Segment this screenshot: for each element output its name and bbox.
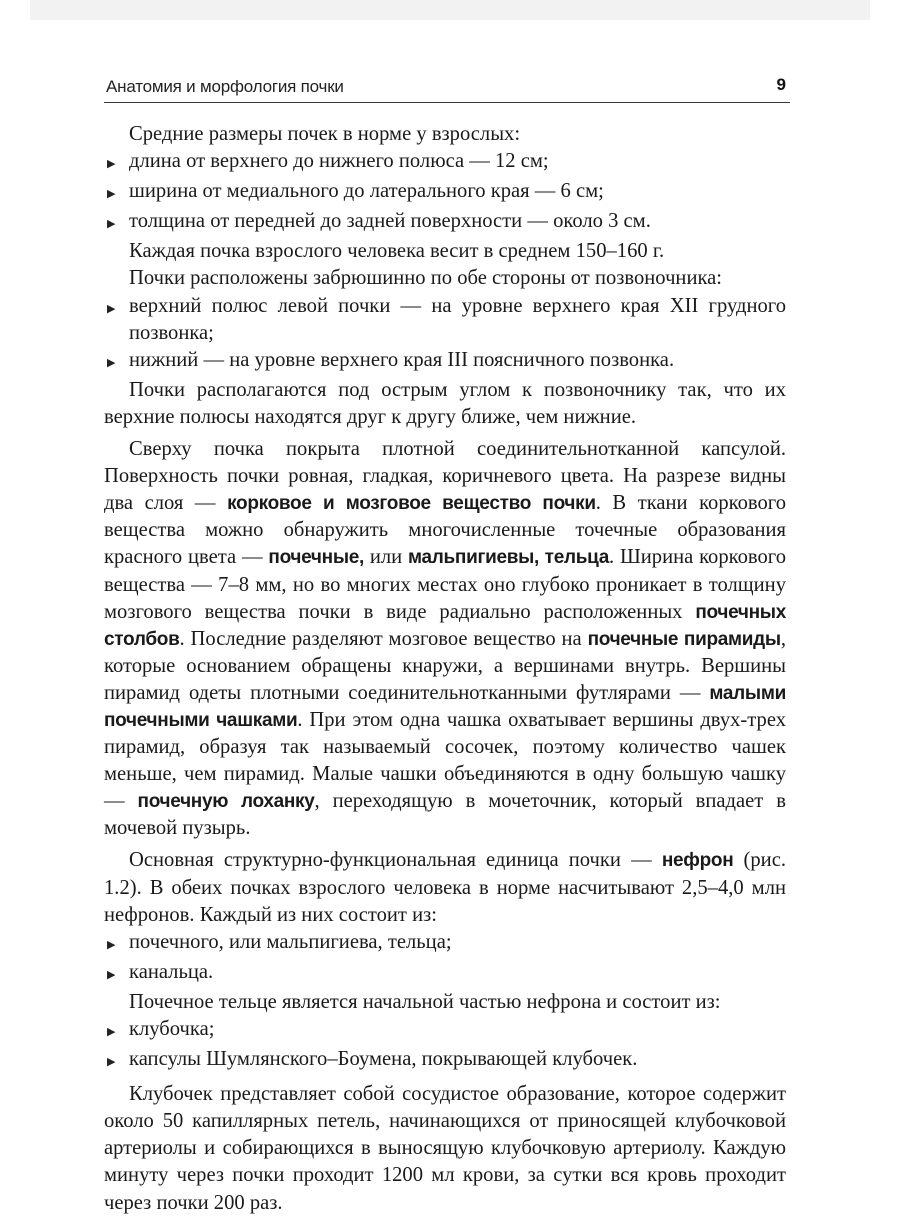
bullet-icon: ▶: [107, 302, 116, 315]
bullet-icon: ▶: [107, 938, 116, 951]
list-item: ▶ капсулы Шумлянского–Боумена, покрывающей клубочек.: [104, 1046, 786, 1076]
term-malpighian-corpuscles: мальпигиевы, тельца: [408, 547, 609, 569]
page-body: [104, 121, 786, 1217]
sizes-intro: Средние размеры почек в норме у взрослых:: [129, 123, 521, 145]
term-renal-pelvis: почечную лоханку: [137, 791, 315, 813]
list-item: ▶ ширина от медиального до латерального края — 6 см;: [104, 178, 786, 208]
top-edge-strip: [30, 0, 870, 20]
list-item: ▶ клубочка;: [104, 1016, 786, 1046]
bullet-icon: ▶: [107, 158, 116, 171]
angle-paragraph: Почки располагаются под острым углом к позвоночнику так, что их верхние полюсы находятся друг к другу ближе, чем нижние.: [104, 378, 786, 428]
corpuscle-intro: Почечное тельце является начальной частью нефрона и состоит из:: [129, 990, 721, 1013]
term-cortex-medulla: корковое и мозговое вещество почки: [227, 493, 596, 515]
list-item: ▶ верхний полюс левой почки — на уровне верхнего края XII грудного позвонка;: [104, 293, 786, 347]
list-item: ▶ толщина от передней до задней поверхности — около 3 см.: [104, 208, 786, 238]
location-intro: Почки расположены забрюшинно по обе стороны от позвоночника:: [129, 267, 723, 290]
glomerulus-paragraph: Клубочек представляет собой сосудистое образование, которое содержит около 50 капиллярных петель, начинающихся от приносящей клубочковой артериолы и собирающихся в выносящую клубочковую артериолу. Каждую минуту через почки проходит 1200 мл крови, за сутки вся кровь проходит через почки 200 раз.: [104, 1083, 786, 1214]
structure-paragraph: Сверху почка покрыта плотной соединительнотканной капсулой. Поверхность почки ровная, гладкая, коричневого цвета. На разрезе видны два слоя — корковое и мозговое вещество почки. В ткани коркового вещества можно обнаружить многочисленные точечные образования красного цвета — почечные, или мальпигиевы, тельца. Ширина коркового вещества — 7–8 мм, но во многих местах оно глубоко проникает в толщину мозгового вещества почки в виде радиально расположенных почечных столбов. Последние разделяют мозговое вещество на почечные пирамиды, которые основанием обращены кнаружи, а вершинами внутрь. Вершины пирамид одеты плотными соединительнотканными футлярами — малыми почечными чашками. При этом одна чашка охватывает вершины двух-трех пирамид, образуя так называемый сосочек, поэтому количество чашек меньше, чем пирамид. Малые чашки объединяются в одну большую чашку — почечную лоханку, переходящую в мочеточник, который впадает в мочевой пузырь.: [104, 438, 787, 840]
nephron-paragraph: Основная структурно-функциональная единица почки — нефрон (рис. 1.2). В обеих почках взрослого человека в норме насчитывают 2,5–4,0 млн нефронов. Каждый из них состоит из:: [104, 849, 786, 926]
list-item: ▶ длина от верхнего до нижнего полюса — 12 см;: [104, 148, 786, 178]
bullet-icon: ▶: [107, 1026, 116, 1038]
page-number: 9: [776, 75, 786, 94]
term-renal-pyramids: почечные пирамиды: [587, 628, 781, 650]
term-nephron: нефрон: [661, 850, 734, 872]
weight-paragraph: Каждая почка взрослого человека весит в среднем 150–160 г.: [129, 240, 665, 263]
list-item: ▶ нижний — на уровне верхнего края III поясничного позвонка.: [104, 347, 786, 377]
running-header: [104, 74, 790, 103]
term-minor-calyces: малыми почечными чашками: [104, 682, 786, 731]
list-item: ▶ почечного, или мальпигиева, тельца;: [104, 929, 786, 959]
bullet-icon: ▶: [107, 968, 116, 981]
term-renal: почечные,: [268, 547, 365, 569]
bullet-icon: ▶: [107, 188, 116, 201]
term-renal-columns: почечных столбов: [104, 601, 786, 650]
list-item: ▶ канальца.: [104, 959, 786, 989]
bullet-icon: ▶: [107, 1056, 116, 1069]
bullet-icon: ▶: [107, 218, 116, 231]
bullet-icon: ▶: [107, 356, 116, 369]
running-header-title: Анатомия и морфология почки: [106, 77, 344, 96]
